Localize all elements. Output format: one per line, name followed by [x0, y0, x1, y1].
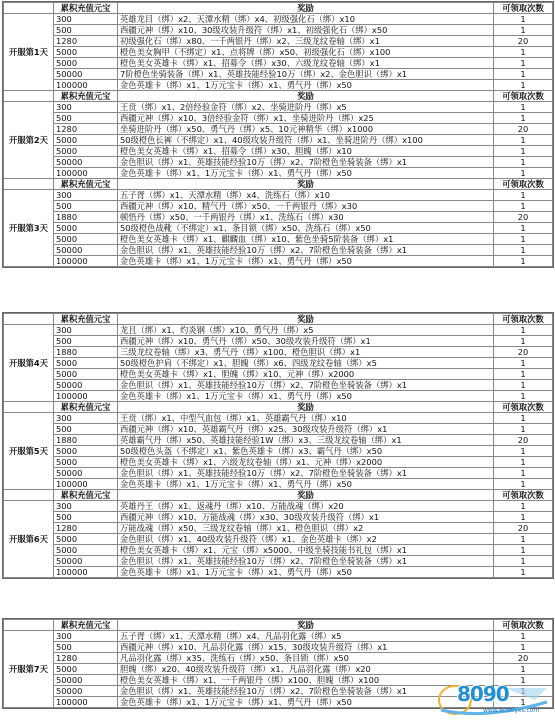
- amount-cell: 1280: [54, 124, 118, 135]
- amount-cell: 50000: [54, 157, 118, 168]
- amount-cell: 50000: [54, 380, 118, 391]
- count-cell: 1: [494, 190, 553, 201]
- site-logo: [435, 680, 553, 718]
- header-reward: 奖励: [118, 3, 494, 14]
- header-count: 可领取次数: [494, 91, 553, 102]
- count-cell: 1: [494, 501, 553, 512]
- table-row: [4, 380, 553, 391]
- count-cell: 1: [494, 391, 553, 402]
- table-row: [4, 457, 553, 468]
- count-cell: 1: [494, 358, 553, 369]
- count-cell: 1: [494, 642, 553, 653]
- reward-cell: 橙色美女英雄卡（绑）x1、一千两银丹（绑）x100、胆魄（绑）x100: [118, 675, 494, 686]
- header-blank: [4, 179, 54, 190]
- reward-table-day-1-3: [3, 2, 553, 267]
- reward-cell: 西疆元神（绑）x10、万能战魂（绑）x30、30级攻装升级符（绑）x1: [118, 512, 494, 523]
- count-cell: 20: [494, 36, 553, 47]
- table-row: [4, 234, 553, 245]
- amount-cell: 1280: [54, 523, 118, 534]
- count-cell: 1: [494, 113, 553, 124]
- table-row: [4, 523, 553, 534]
- reward-cell: 7阶橙色坐骑装备（绑）x1、英雄技能经验10万（绑）x2、金色胆识（绑）x1: [118, 69, 494, 80]
- amount-cell: 500: [54, 113, 118, 124]
- amount-cell: 1280: [54, 36, 118, 47]
- table-row: [4, 223, 553, 234]
- amount-cell: 5000: [54, 47, 118, 58]
- amount-cell: 300: [54, 102, 118, 113]
- count-cell: 1: [494, 675, 553, 686]
- amount-cell: 50000: [54, 556, 118, 567]
- reward-cell: 王贲（绑）x1、2倍经验金符（绑）x2、坐骑进阶丹（绑）x5: [118, 102, 494, 113]
- amount-cell: 500: [54, 336, 118, 347]
- header-row: [4, 3, 553, 14]
- amount-cell: 100000: [54, 479, 118, 490]
- amount-cell: 5000: [54, 146, 118, 157]
- reward-cell: 橙色美女英雄卡（绑）x1、麒麟血（绑）x10、紫色坐骑5阶装备（绑）x1: [118, 234, 494, 245]
- amount-cell: 1880: [54, 435, 118, 446]
- amount-cell: 5000: [54, 457, 118, 468]
- count-cell: 20: [494, 523, 553, 534]
- table-row: [4, 212, 553, 223]
- count-cell: 1: [494, 545, 553, 556]
- table-row: [4, 479, 553, 490]
- header-reward: 奖励: [118, 402, 494, 413]
- amount-cell: 50000: [54, 686, 118, 697]
- amount-cell: 50000: [54, 468, 118, 479]
- header-reward: 奖励: [118, 179, 494, 190]
- table-row: [4, 545, 553, 556]
- reward-cell: 万能战魂（绑）x50、三级龙纹卷轴（绑）x1、橙色胆识（绑）x2: [118, 523, 494, 534]
- table-row: [4, 102, 553, 113]
- count-cell: 1: [494, 567, 553, 578]
- amount-cell: 5000: [54, 534, 118, 545]
- table-row: [4, 124, 553, 135]
- day-label: 开服第1天: [4, 14, 54, 91]
- reward-cell: 金色胆识（绑）x1、英雄技能经验10万（绑）x2、7阶橙色坐骑装备（绑）x1: [118, 157, 494, 168]
- count-cell: 1: [494, 556, 553, 567]
- table-row: [4, 512, 553, 523]
- table-row: [4, 501, 553, 512]
- table-row: [4, 245, 553, 256]
- reward-cell: 50级橙色头盔（不绑定）x1、紫色英雄卡（绑）x3、霸气丹（绑）x50: [118, 446, 494, 457]
- table-row: [4, 58, 553, 69]
- table-row: [4, 664, 553, 675]
- reward-cell: 橙色美女英雄卡（绑）x1、元宝（绑）x5000、中级坐骑技能书礼包（绑）x1: [118, 545, 494, 556]
- header-amount: 累积充值元宝: [54, 620, 118, 631]
- header-amount: 累积充值元宝: [54, 3, 118, 14]
- reward-cell: 金色胆识（绑）x1、英雄技能经验10万（绑）x2、7阶橙色坐骑装备（绑）x1: [118, 686, 494, 697]
- amount-cell: 100000: [54, 256, 118, 267]
- header-count: 可领取次数: [494, 490, 553, 501]
- count-cell: 1: [494, 413, 553, 424]
- amount-cell: 5000: [54, 58, 118, 69]
- header-amount: 累积充值元宝: [54, 490, 118, 501]
- count-cell: 1: [494, 25, 553, 36]
- header-blank: [4, 402, 54, 413]
- amount-cell: 500: [54, 424, 118, 435]
- table-row: [4, 391, 553, 402]
- reward-cell: 橙色美女英雄卡（绑）x1、招募令（绑）x30、六级龙纹卷轴（绑）x1: [118, 58, 494, 69]
- header-blank: [4, 91, 54, 102]
- reward-cell: 英雄丹王（绑）x1、返魂丹（绑）x10、万能战魂（绑）x20: [118, 501, 494, 512]
- header-amount: 累积充值元宝: [54, 402, 118, 413]
- count-cell: 1: [494, 146, 553, 157]
- count-cell: 1: [494, 380, 553, 391]
- table-row: [4, 534, 553, 545]
- count-cell: 20: [494, 347, 553, 358]
- amount-cell: 5000: [54, 135, 118, 146]
- count-cell: 20: [494, 212, 553, 223]
- amount-cell: 100000: [54, 168, 118, 179]
- reward-cell: 橙色美女英雄卡（绑）x1、胆魄（绑）x10、元神（绑）x2000: [118, 369, 494, 380]
- count-cell: 1: [494, 424, 553, 435]
- count-cell: 1: [494, 479, 553, 490]
- count-cell: 1: [494, 47, 553, 58]
- header-count: 可领取次数: [494, 620, 553, 631]
- header-row: [4, 179, 553, 190]
- reward-cell: 西疆元神（绑）x10、凡品羽化露（绑）x15、30级攻装升级符（绑）x1: [118, 642, 494, 653]
- table-row: [4, 567, 553, 578]
- reward-cell: 金色英雄卡（绑）x1、1万元宝卡（绑）x1、勇气丹（绑）x50: [118, 697, 494, 708]
- reward-cell: 金色英雄卡（绑）x1、1万元宝卡（绑）x1、勇气丹（绑）x50: [118, 567, 494, 578]
- amount-cell: 5000: [54, 446, 118, 457]
- header-amount: 累积充值元宝: [54, 179, 118, 190]
- table-row: [4, 653, 553, 664]
- reward-cell: 橙色美女胸甲（不绑定）x1、点将牌（绑）x50、初级强化石（绑）x100: [118, 47, 494, 58]
- amount-cell: 1880: [54, 347, 118, 358]
- table-row: [4, 69, 553, 80]
- amount-cell: 1280: [54, 653, 118, 664]
- day-label: 开服第5天: [4, 413, 54, 490]
- reward-cell: 王贲（绑）x1、中型气血包（绑）x1、英雄霸气丹（绑）x10: [118, 413, 494, 424]
- header-blank: [4, 490, 54, 501]
- reward-block-group-1: [2, 1, 554, 268]
- reward-cell: 金色英雄卡（绑）x1、1万元宝卡（绑）x1、勇气丹（绑）x50: [118, 80, 494, 91]
- count-cell: 1: [494, 201, 553, 212]
- count-cell: 1: [494, 14, 553, 25]
- reward-cell: 50级橙色护肩（不绑定）x1、胆魄（绑）x6、四级龙纹卷轴（绑）x5: [118, 358, 494, 369]
- header-reward: 奖励: [118, 91, 494, 102]
- day-label: 开服第7天: [4, 631, 54, 708]
- amount-cell: 300: [54, 413, 118, 424]
- count-cell: 1: [494, 223, 553, 234]
- table-row: [4, 435, 553, 446]
- table-row: [4, 358, 553, 369]
- amount-cell: 5000: [54, 358, 118, 369]
- table-row: [4, 113, 553, 124]
- table-row: [4, 413, 553, 424]
- amount-cell: 5000: [54, 234, 118, 245]
- reward-cell: 西疆元神（绑）x10、30级攻装升级符（绑）x1、初级强化石（绑）x50: [118, 25, 494, 36]
- table-row: [4, 446, 553, 457]
- reward-cell: 西疆元神（绑）x10、精气丹（绑）x50、一千两银丹（绑）x30: [118, 201, 494, 212]
- amount-cell: 300: [54, 501, 118, 512]
- table-row: [4, 14, 553, 25]
- table-row: [4, 347, 553, 358]
- reward-cell: 金色胆识（绑）x1、英雄技能经验10万（绑）x2、7阶橙色坐骑装备（绑）x1: [118, 556, 494, 567]
- table-row: [4, 146, 553, 157]
- count-cell: 1: [494, 69, 553, 80]
- count-cell: 1: [494, 534, 553, 545]
- reward-cell: 50级橙色长裤（不绑定）x1、40级攻装升级符（绑）x1、坐骑进阶丹（绑）x100: [118, 135, 494, 146]
- header-row: [4, 402, 553, 413]
- logo-text: 8090: [457, 682, 509, 706]
- reward-cell: 金色胆识（绑）x1、40级攻装升级符（绑）x1、金色英雄卡（绑）x2: [118, 534, 494, 545]
- table-row: [4, 36, 553, 47]
- count-cell: 1: [494, 256, 553, 267]
- amount-cell: 300: [54, 325, 118, 336]
- count-cell: 1: [494, 697, 553, 708]
- header-reward: 奖励: [118, 490, 494, 501]
- amount-cell: 500: [54, 642, 118, 653]
- amount-cell: 300: [54, 14, 118, 25]
- amount-cell: 1880: [54, 212, 118, 223]
- table-row: [4, 256, 553, 267]
- reward-cell: 龙且（绑）x1、灼炎钢（绑）x10、勇气丹（绑）x5: [118, 325, 494, 336]
- reward-cell: 橙色美女英雄卡（绑）x1、六级龙纹卷轴（绑）x1、元神（绑）x2000: [118, 457, 494, 468]
- reward-cell: 金色胆识（绑）x1、英雄技能经验10万（绑）x2、7阶橙色坐骑装备（绑）x1: [118, 245, 494, 256]
- reward-cell: 金色英雄卡（绑）x1、1万元宝卡（绑）x1、勇气丹（绑）x50: [118, 168, 494, 179]
- table-row: [4, 369, 553, 380]
- count-cell: 1: [494, 468, 553, 479]
- table-row: [4, 556, 553, 567]
- table-row: [4, 135, 553, 146]
- reward-cell: 西疆元神（绑）x10、3倍经验金符（绑）x1、坐骑进阶丹（绑）x25: [118, 113, 494, 124]
- header-count: 可领取次数: [494, 402, 553, 413]
- count-cell: 20: [494, 435, 553, 446]
- count-cell: 1: [494, 102, 553, 113]
- reward-cell: 金色胆识（绑）x1、英雄技能经验10万（绑）x2、7阶橙色坐骑装备（绑）x1: [118, 380, 494, 391]
- count-cell: 1: [494, 446, 553, 457]
- amount-cell: 5000: [54, 223, 118, 234]
- amount-cell: 100000: [54, 391, 118, 402]
- reward-cell: 凡品羽化露（绑）x35、洗练石（绑）x50、条目锁（绑）x50: [118, 653, 494, 664]
- count-cell: 1: [494, 631, 553, 642]
- amount-cell: 300: [54, 190, 118, 201]
- count-cell: 1: [494, 325, 553, 336]
- header-reward: 奖励: [118, 620, 494, 631]
- table-row: [4, 201, 553, 212]
- reward-cell: 金色英雄卡（绑）x1、1万元宝卡（绑）x1、勇气丹（绑）x50: [118, 479, 494, 490]
- header-row: [4, 91, 553, 102]
- header-count: 可领取次数: [494, 3, 553, 14]
- header-row: [4, 314, 553, 325]
- amount-cell: 5000: [54, 545, 118, 556]
- amount-cell: 300: [54, 631, 118, 642]
- amount-cell: 100000: [54, 80, 118, 91]
- table-row: [4, 336, 553, 347]
- day-label: 开服第6天: [4, 501, 54, 578]
- reward-block-group-2: [2, 312, 554, 579]
- table-row: [4, 424, 553, 435]
- count-cell: 20: [494, 124, 553, 135]
- amount-cell: 500: [54, 201, 118, 212]
- logo-url: www.8090yxs.com: [483, 707, 540, 714]
- count-cell: 1: [494, 135, 553, 146]
- count-cell: 1: [494, 168, 553, 179]
- table-row: [4, 468, 553, 479]
- count-cell: 1: [494, 369, 553, 380]
- count-cell: 1: [494, 457, 553, 468]
- reward-cell: 坐骑进阶丹（绑）x50、勇气丹（绑）x5、10元神精华（绑）x1000: [118, 124, 494, 135]
- amount-cell: 50000: [54, 245, 118, 256]
- amount-cell: 500: [54, 512, 118, 523]
- table-row: [4, 190, 553, 201]
- amount-cell: 50000: [54, 675, 118, 686]
- header-blank: [4, 314, 54, 325]
- table-row: [4, 325, 553, 336]
- count-cell: 20: [494, 653, 553, 664]
- count-cell: 1: [494, 80, 553, 91]
- table-row: [4, 157, 553, 168]
- amount-cell: 100000: [54, 697, 118, 708]
- table-row: [4, 168, 553, 179]
- header-blank: [4, 620, 54, 631]
- day-label: 开服第2天: [4, 102, 54, 179]
- amount-cell: 500: [54, 25, 118, 36]
- amount-cell: 50000: [54, 69, 118, 80]
- table-row: [4, 25, 553, 36]
- table-row: [4, 631, 553, 642]
- reward-cell: 西疆元神（绑）x10、勇气丹（绑）x50、30级攻装升级符（绑）x1: [118, 336, 494, 347]
- count-cell: 1: [494, 512, 553, 523]
- reward-cell: 五子胥（绑）x1、天潭水精（绑）x4、凡品羽化露（绑）x5: [118, 631, 494, 642]
- table-row: [4, 47, 553, 58]
- table-row: [4, 80, 553, 91]
- header-row: [4, 620, 553, 631]
- day-label: 开服第3天: [4, 190, 54, 267]
- reward-cell: 胆魄（绑）x20、40级攻装升级符（绑）x1、凡品羽化露（绑）x20: [118, 664, 494, 675]
- header-count: 可领取次数: [494, 179, 553, 190]
- amount-cell: 5000: [54, 664, 118, 675]
- amount-cell: 5000: [54, 369, 118, 380]
- count-cell: 1: [494, 336, 553, 347]
- reward-table-day-4-6: [3, 313, 553, 578]
- count-cell: 1: [494, 58, 553, 69]
- amount-cell: 100000: [54, 567, 118, 578]
- reward-cell: 50级橙色战靴（不绑定）x1、条目锁（绑）x50、洗练石（绑）x50: [118, 223, 494, 234]
- header-count: 可领取次数: [494, 314, 553, 325]
- header-reward: 奖励: [118, 314, 494, 325]
- reward-cell: 金色胆识（绑）x1、英雄技能经验10万（绑）x2、7阶橙色坐骑装备（绑）x1: [118, 468, 494, 479]
- reward-cell: 英雄龙目（绑）x2、天潭水精（绑）x4、初级强化石（绑）x10: [118, 14, 494, 25]
- reward-cell: 金色英雄卡（绑）x1、1万元宝卡（绑）x1、勇气丹（绑）x50: [118, 256, 494, 267]
- table-row: [4, 642, 553, 653]
- header-amount: 累积充值元宝: [54, 314, 118, 325]
- header-amount: 累积充值元宝: [54, 91, 118, 102]
- count-cell: 1: [494, 664, 553, 675]
- reward-cell: 初级强化石（绑）x80、一千两银丹（绑）x2、三级龙纹卷轴（绑）x1: [118, 36, 494, 47]
- header-blank: [4, 3, 54, 14]
- reward-cell: 五子胥（绑）x1、天潭水精（绑）x4、洗练石（绑）x10: [118, 190, 494, 201]
- count-cell: 1: [494, 157, 553, 168]
- reward-cell: 英雄霸气丹（绑）x50、英雄技能经验1W（绑）x3、三级龙纹卷轴（绑）x1: [118, 435, 494, 446]
- reward-cell: 金色英雄卡（绑）x1、1万元宝卡（绑）x1、勇气丹（绑）x50: [118, 391, 494, 402]
- reward-cell: 西疆元神（绑）x10、英雄霸气丹（绑）x25、30级攻装升级符（绑）x1: [118, 424, 494, 435]
- reward-cell: 三级龙纹卷轴（绑）x3、勇气丹（绑）x100、橙色胆识（绑）x1: [118, 347, 494, 358]
- count-cell: 1: [494, 234, 553, 245]
- day-label: 开服第4天: [4, 325, 54, 402]
- reward-cell: 橙色美女英雄卡（绑）x1、招募令（绑）x30、胆魄（绑）x10: [118, 146, 494, 157]
- count-cell: 1: [494, 245, 553, 256]
- header-row: [4, 490, 553, 501]
- reward-cell: 顿悟丹（绑）x50、一千两银丹（绑）x1、洗练石（绑）x30: [118, 212, 494, 223]
